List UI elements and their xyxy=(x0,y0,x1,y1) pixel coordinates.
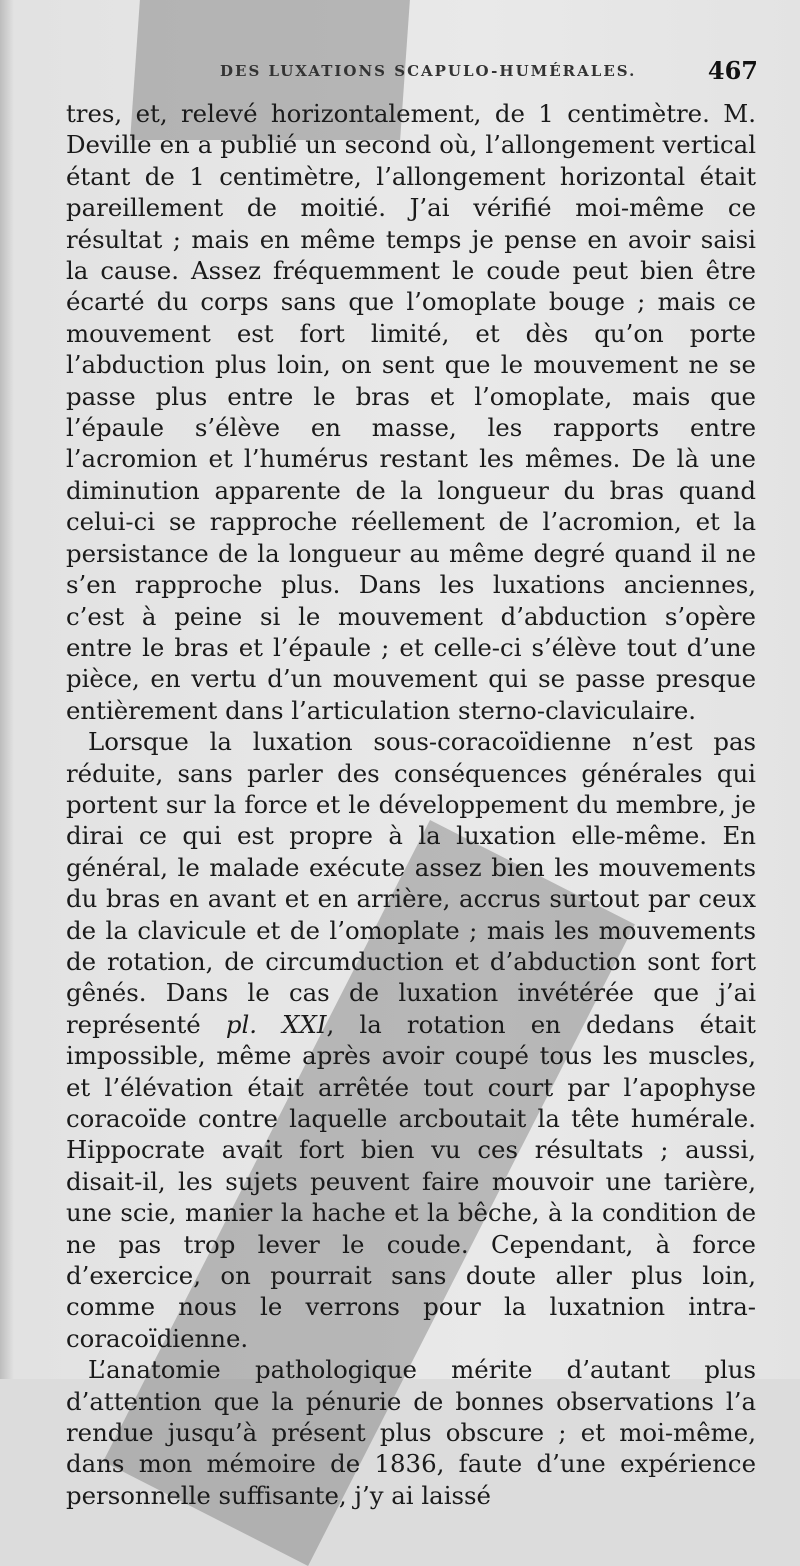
page-header xyxy=(70,56,760,90)
paragraph-1: tres, et, relevé horizontalement, de 1 centimètre. M. Deville en a publié un second où, l’allongement vertical étant de 1 centimètre, l’allongement horizontal était pareillement de moitié. J’ai vérifié moi-même ce résultat ; mais en même temps je pense en avoir saisi la cause. Assez fréquemment le coude peut bien être écarté du corps sans que l’omoplate bouge ; mais ce mouvement est fort limité, et dès qu’on porte l’abduction plus loin, on sent que le mouvement ne se passe plus entre le bras et l’omoplate, mais que l’épaule s’élève en masse, les rapports entre l’acromion et l’humérus restant les mêmes. De là une diminution apparente de la longueur du bras quand celui-ci se rapproche réellement de l’acromion, et la persistance de la longueur au même degré quand il ne s’en rapproche plus. Dans les luxations anciennes, c’est à peine si le mouvement d’abduction s’opère entre le bras et l’épaule ; et celle-ci s’élève tout d’une pièce, en vertu d’un mouvement qui se passe presque entièrement dans l’articulation sterno-claviculaire. xyxy=(66,99,756,725)
paragraph-2 xyxy=(66,726,756,1354)
paragraph-2-part-2: , la rotation en dedans était impossible, même après avoir coupé tous les muscles, et l’élévation était arrêtée tout court par l’apophyse coracoïde contre laquelle arcboutait la tête humérale. Hippocrate avait fort bien vu ces résultats ; aussi, disait-il, les sujets peuvent faire mouvoir une tarière, une scie, manier la hache et la bêche, à la condition de ne pas trop lever le coude. Cependant, à force d’exercice, on pourrait sans doute aller plus loin, comme nous le verrons pour la luxatnion intra-coracoïdienne. xyxy=(66,1009,756,1353)
running-head: DES LUXATIONS SCAPULO-HUMÉRALES. xyxy=(220,62,637,80)
body-text xyxy=(66,98,756,1511)
paragraph-2-part-1: Lorsque la luxation sous-coracoïdienne n’est pas réduite, sans parler des conséquences générales qui portent sur la force et le développement du membre, je dirai ce qui est propre à la luxation elle-même. En général, le malade exécute assez bien les mouvements du bras en avant et en arrière, accrus surtout par ceux de la clavicule et de l’omoplate ; mais les mouvements de rotation, de circumduction et d’abduction sont fort gênés. Dans le cas de luxation invétérée que j’ai représenté xyxy=(66,727,756,1039)
page-number: 467 xyxy=(707,56,758,85)
paragraph-3: L’anatomie pathologique mérite d’autant plus d’attention que la pénurie de bonnes observations l’a rendue jusqu’à présent plus obscure ; et moi-même, dans mon mémoire de 1836, faute d’une expérience personnelle suffisante, j’y ai laissé xyxy=(66,1355,756,1510)
plate-reference: pl. XXI xyxy=(225,1009,327,1039)
